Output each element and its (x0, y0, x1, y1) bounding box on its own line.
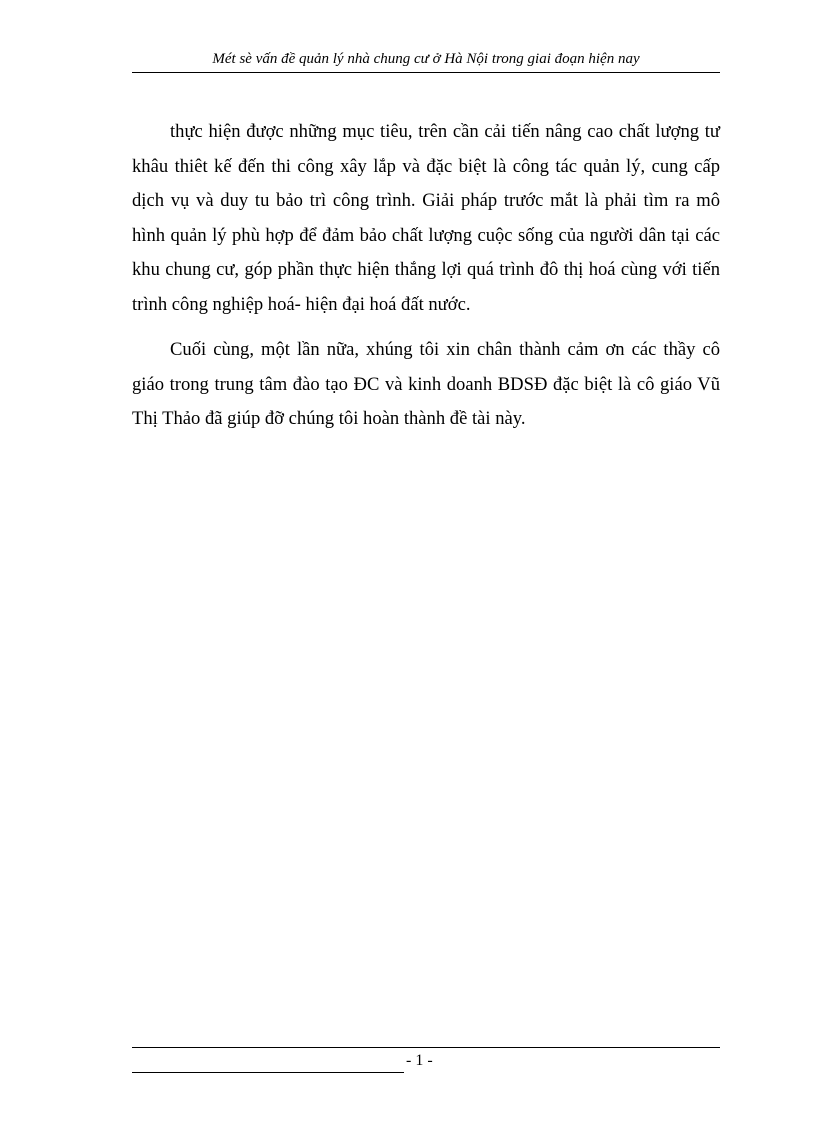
page-number: - 1 - (406, 1052, 433, 1069)
footer-underline (132, 1072, 404, 1073)
body-text (132, 115, 720, 448)
footer-rule (132, 1047, 720, 1048)
paragraph-2: Cuối cùng, một lần nữa, xhúng tôi xin chân thành cảm ơn các thầy cô giáo trong trung tâm đào tạo ĐC và kinh doanh BDSĐ đặc biệt là cô giáo Vũ Thị Thảo đã giúp đỡ chúng tôi hoàn thành đề tài này. (132, 339, 720, 429)
paragraph-1: thực hiện được những mục tiêu, trên cần cải tiến nâng cao chất lượng tư khâu thiêt kế đến thi công xây lắp và đặc biệt là công tác quản lý, cung cấp dịch vụ và duy tu bảo trì công trình. Giải pháp trước mắt là phải tìm ra mô hình quản lý phù hợp để đảm bảo chất lượng cuộc sống của người dân tại các khu chung cư, góp phần thực hiện thắng lợi quá trình đô thị hoá cùng với tiến trình công nghiệp hoá- hiện đại hoá đất nước. (132, 121, 720, 315)
header-rule (132, 72, 720, 73)
running-header: Mét sè vấn đề quản lý nhà chung cư ở Hà Nội trong giai đoạn hiện nay (212, 51, 640, 67)
